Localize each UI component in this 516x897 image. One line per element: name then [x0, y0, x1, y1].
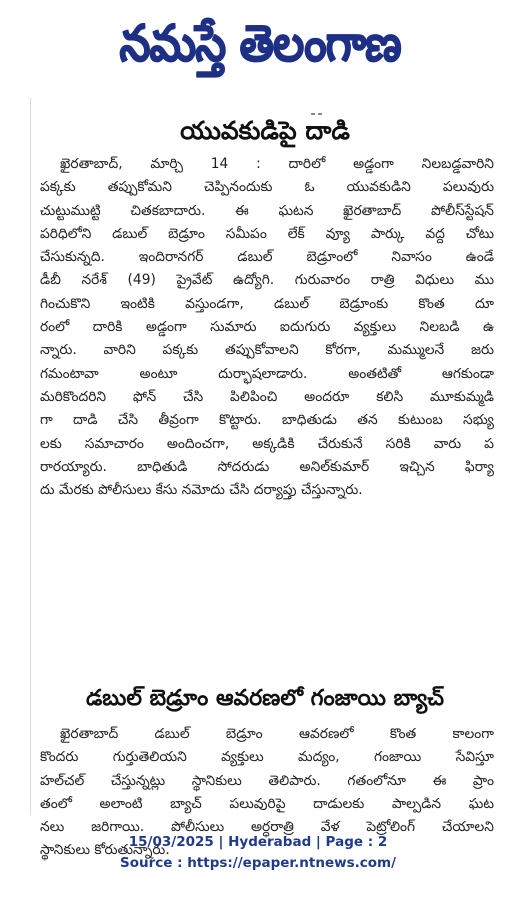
article-line: పక్కకు తప్పుకోమని చెప్పినందుకు ఓ యువకుడిని పలువురు [40, 179, 494, 196]
article-line: మరికొందరిని ఫోన్ చేసి పిలిపించి అందరూ కలిసి మూకుమ్మడి [40, 388, 494, 405]
article-line: రంలో దారికి అడ్డంగా సుమారు ఐదుగురు వ్యక్తులు నిలబడి ఉ [40, 319, 494, 336]
article-line: పరిధిలోని డబుల్ బెడ్రూం సమీపం లేక్ వ్యూ పార్కు వద్ద చోటు [40, 225, 494, 242]
article-line: చుట్టుముట్టి చితకబాదారు. ఈ ఘటన ఖైరతాబాద్ పోలీస్‌స్టేషన్ [40, 202, 494, 219]
article-line: చేసుకున్నది. ఇందిరానగర్ డబుల్ బెడ్రూంలో నివాసం ఉండే [40, 249, 494, 266]
article-line: గమంటావా అంటూ దుర్భాషలాడారు. అంతటితో ఆగకుండా [40, 365, 494, 382]
article-line: గించుకొని ఇంటికి వస్తుండగా, డబుల్ బెడ్రూంకు కొంత దూ [40, 295, 494, 312]
article-line: స్థానికులు కోరుతున్నారు. [40, 842, 170, 859]
footer-source-link[interactable]: Source : https://epaper.ntnews.com/ [119, 855, 397, 871]
article-line: న్నారు. వారిని పక్కకు తప్పుకోవాలని కోరగా, మమ్ములనే జరు [40, 342, 494, 359]
article-2-headline: డబుల్ బెడ్రూం ఆవరణలో గంజాయి బ్యాచ్ [86, 686, 444, 711]
masthead-title: నమస్తే తెలంగాణ [119, 14, 401, 72]
article-line: నలు జరిగాయి. పోలీసులు అర్ధరాత్రి వేళ పెట్రోలింగ్ చేయాలని [40, 819, 494, 836]
article-1-body [40, 153, 494, 502]
article-line: కొందరు గుర్తుతెలియని వ్యక్తులు మద్యం, గంజాయి సేవిస్తూ [40, 749, 494, 766]
clipping-edge-mark [311, 100, 351, 103]
article-line: దు మేరకు పోలీసులు కేసు నమోదు చేసి దర్యాప్తు చేస్తున్నారు. [40, 482, 363, 499]
article-line: డీబీ నరేశ్ (49) ప్రైవేట్ ఉద్యోగి. గురువారం రాత్రి విధులు ము [40, 272, 494, 289]
article-line: లకు సమాచారం అందించగా, అక్కడికి చేరుకునే సరికి వారు ప [40, 435, 494, 452]
masthead-logo [55, 8, 465, 78]
article-line: తంలో అలాంటి బ్యాచ్ పలువురిపై దాడులకు పాల్పడిన ఘట [40, 795, 494, 812]
footer-date-location: 15/03/2025 | Hyderabad | Page : 2 [128, 834, 388, 850]
article-line: హల్‌చల్ చేస్తున్నట్లు స్థానికులు తెలిపారు. గతంలోనూ ఈ ప్రాం [40, 772, 494, 789]
article-1-headline: యువకుడిపై దాడి [180, 116, 350, 145]
article-line: ఖైరతాబాద్, మార్చి 14 : దారిలో అడ్డంగా నిలబడ్డవారిని [60, 156, 494, 172]
article-line: రారయ్యారు. బాధితుడి సోదరుడు అనిల్‌కుమార్ ఇచ్చిన ఫిర్యా [40, 458, 494, 475]
article-line: ఖైరతాబాద్ డబుల్ బెడ్రూం ఆవరణలో కొంత కాలంగా [60, 726, 494, 742]
article-line: గా దాడి చేసి తీవ్రంగా కొట్టారు. బాధితుడు తన కుటుంబ సభ్యు [40, 412, 494, 429]
